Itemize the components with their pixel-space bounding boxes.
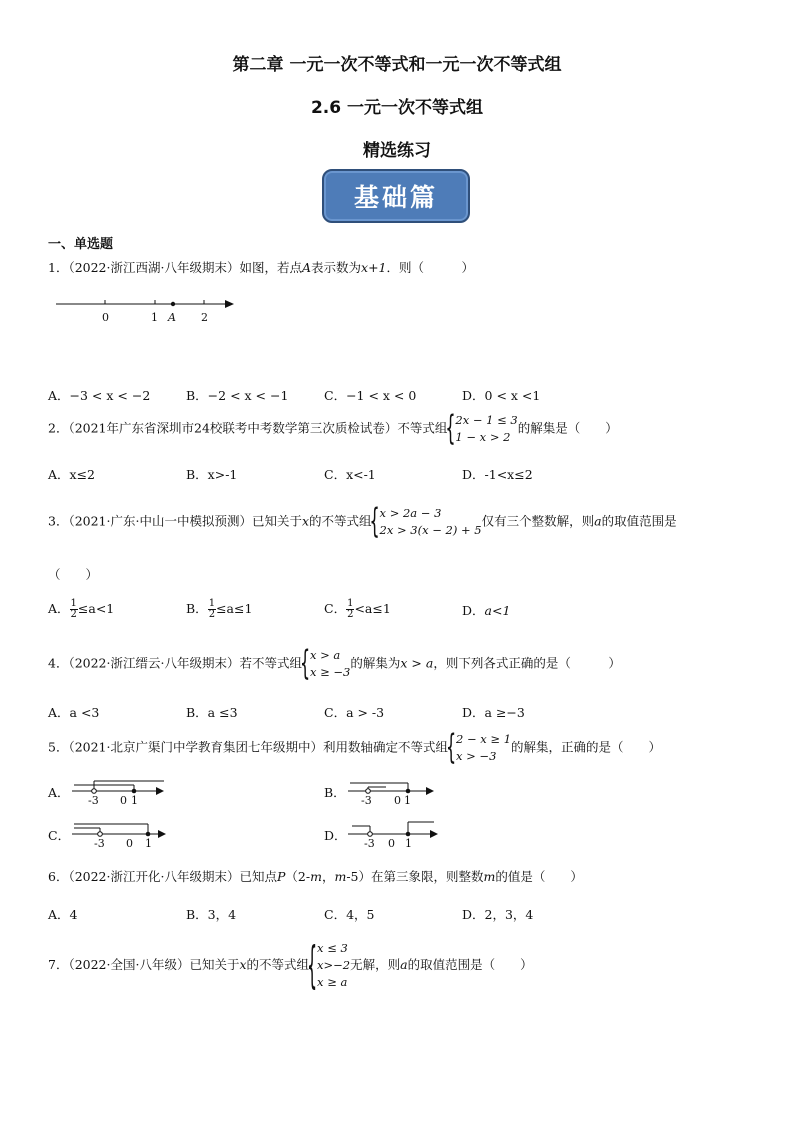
- q1-text-c: ．则（ ）: [386, 260, 475, 275]
- question-5: 5．（2021·北京广渠门中学教育集团七年级期中）利用数轴确定不等式组 { 2 − x ≥ 1 x > −3 的解集，正确的是（ ）: [48, 731, 661, 765]
- q1-number-line: [52, 294, 242, 326]
- question-7: 7．（2022·全国·八年级）已知关于x的不等式组 { x ≤ 3 x>−2 x ≥ a 无解，则a的取值范围是（ ）: [48, 940, 533, 991]
- svg-text:1: 1: [145, 837, 152, 850]
- q1-text-b: 表示数为: [311, 260, 362, 275]
- q5-option-c-axis: [70, 816, 170, 850]
- q1-option-a[interactable]: A．−3 < x < −2: [48, 388, 151, 403]
- question-3: 3．（2021·广东·中山一中模拟预测）已知关于x的不等式组 { x > 2a − 3 2x > 3(x − 2) + 5 仅有三个整数解，则a的取值范围是: [48, 505, 677, 539]
- q3-option-b[interactable]: B． $\frac{1}{2}$ ≤a≤1: [186, 598, 253, 620]
- q1-option-c[interactable]: C．−1 < x < 0: [324, 388, 417, 403]
- nl-label-1: 1: [151, 311, 158, 324]
- chapter-title: 第二章 一元一次不等式和一元一次不等式组: [232, 55, 562, 75]
- question-1: [48, 258, 474, 276]
- q1-var: A: [301, 260, 311, 275]
- q4-system: { x > a x ≥ −3: [302, 647, 350, 681]
- q6-option-d[interactable]: D．2，3，4: [462, 907, 534, 922]
- q5-option-b-axis: [346, 773, 446, 807]
- q1-option-d[interactable]: D．0 < x <1: [462, 388, 541, 403]
- q4-option-a[interactable]: A．a <3: [48, 705, 100, 720]
- q3-system: { x > 2a − 3 2x > 3(x − 2) + 5: [372, 505, 482, 539]
- q5-option-d-axis: [346, 816, 446, 850]
- q2-text-a: 2．（2021年广东省深圳市24校联考中考数学第三次质检试卷）不等式组: [48, 420, 448, 436]
- q1-expr: x+1: [361, 260, 387, 275]
- q1-option-b[interactable]: B．−2 < x < −1: [186, 388, 289, 403]
- q2-option-c[interactable]: C．x<-1: [324, 467, 376, 482]
- svg-text:0: 0: [120, 794, 127, 807]
- q5-system: { 2 − x ≥ 1 x > −3: [448, 731, 511, 765]
- q2-text-b: 的解集是（ ）: [517, 420, 618, 436]
- level-badge: 基础篇: [322, 169, 470, 223]
- q2-option-d[interactable]: D．-1<x≤2: [462, 467, 533, 482]
- q5-option-a[interactable]: A．: [48, 785, 70, 800]
- q2-system: { 2x − 1 ≤ 3 1 − x > 2: [447, 412, 517, 446]
- section-heading: 一、单选题: [48, 237, 114, 252]
- svg-text:-3: -3: [364, 837, 375, 850]
- svg-text:1: 1: [404, 794, 411, 807]
- nl-label-2: 2: [201, 311, 208, 324]
- q4-option-c[interactable]: C．a > -3: [324, 705, 385, 720]
- question-2: [48, 412, 618, 446]
- svg-text:-3: -3: [88, 794, 99, 807]
- q2-option-a[interactable]: A．x≤2: [48, 467, 96, 482]
- q4-option-d[interactable]: D．a ≥−3: [462, 705, 525, 720]
- q5-option-d[interactable]: D．: [324, 828, 347, 843]
- svg-text:1: 1: [131, 794, 138, 807]
- q7-system: { x ≤ 3 x>−2 x ≥ a: [309, 940, 350, 991]
- q3-answer-paren: （ ）: [48, 567, 99, 582]
- section-title: 2.6 一元一次不等式组: [310, 98, 484, 118]
- q5-option-c[interactable]: C．: [48, 828, 71, 843]
- q3-option-a[interactable]: A． $\frac{1}{2}$ ≤a<1: [48, 598, 115, 620]
- q3-option-c[interactable]: C． $\frac{1}{2}$ <a≤1: [324, 598, 391, 620]
- nl-label-a: A: [168, 311, 176, 324]
- q3-text-a: 3．（2021·广东·中山一中模拟预测）已知关于: [48, 513, 302, 529]
- q4-option-b[interactable]: B．a ≤3: [186, 705, 238, 720]
- q3-option-d[interactable]: D．a<1: [462, 603, 511, 618]
- svg-text:0: 0: [394, 794, 401, 807]
- svg-text:-3: -3: [361, 794, 372, 807]
- svg-text:0: 0: [388, 837, 395, 850]
- question-6: 6．（2022·浙江开化·八年级期末）已知点P（2-m，m-5）在第三象限，则整数m的值是（ ）: [48, 869, 583, 884]
- svg-text:1: 1: [405, 837, 412, 850]
- question-4: 4．（2022·浙江缙云·八年级期末）若不等式组 { x > a x ≥ −3 的解集为x > a，则下列各式正确的是（ ）: [48, 647, 621, 681]
- practice-title: 精选练习: [363, 141, 431, 161]
- svg-text:0: 0: [126, 837, 133, 850]
- nl-label-0: 0: [102, 311, 109, 324]
- q6-option-b[interactable]: B．3，4: [186, 907, 237, 922]
- q5-option-a-axis: [70, 773, 170, 807]
- q6-option-c[interactable]: C．4，5: [324, 907, 375, 922]
- q2-option-b[interactable]: B．x>-1: [186, 467, 238, 482]
- q1-text-a: 1．（2022·浙江西湖·八年级期末）如图，若点: [48, 260, 302, 275]
- q6-option-a[interactable]: A．4: [48, 907, 78, 922]
- q5-option-b[interactable]: B．: [324, 785, 346, 800]
- svg-text:-3: -3: [94, 837, 105, 850]
